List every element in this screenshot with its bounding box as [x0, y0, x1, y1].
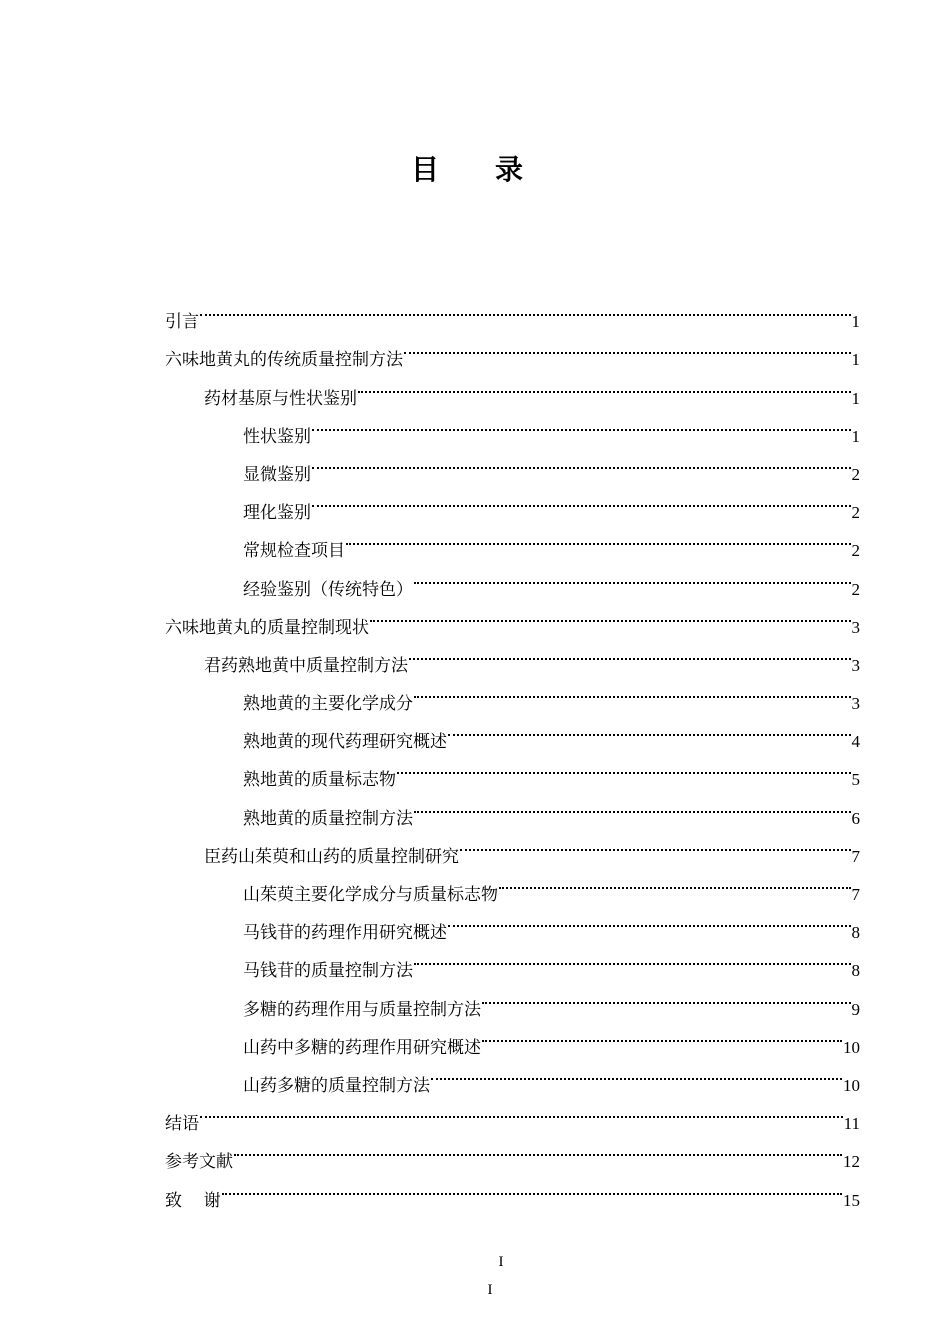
- dot-leader: [431, 1053, 842, 1091]
- dot-leader: [448, 709, 851, 747]
- toc-entry-label: 六味地黄丸的传统质量控制方法: [165, 350, 403, 371]
- dot-leader: [397, 747, 851, 785]
- toc-entry-page-number: 7: [851, 885, 860, 904]
- dot-leader: [414, 785, 851, 823]
- toc-entry-page-number: 3: [851, 694, 860, 714]
- dot-leader: [358, 365, 851, 403]
- toc-entry-label: 臣药山茱萸和山药的质量控制研究: [204, 846, 459, 867]
- dot-leader: [414, 556, 851, 594]
- toc-entry-page-number: 9: [851, 999, 860, 1019]
- toc-entry-page-number: 6: [851, 808, 860, 828]
- toc-entry-label: 性状鉴别: [243, 426, 311, 447]
- dot-leader: [200, 289, 851, 327]
- toc-entry-page-number: 11: [843, 1114, 860, 1134]
- dot-leader: [312, 404, 851, 442]
- toc-entry-label: 经验鉴别（传统特色）: [243, 579, 413, 600]
- page-title: 目录: [410, 153, 579, 186]
- toc-entry-label: 熟地黄的质量控制方法: [243, 808, 413, 829]
- dot-leader: [222, 1167, 842, 1205]
- toc-entry-page-number: 3: [851, 655, 860, 675]
- toc-entry-page-number: 3: [851, 617, 860, 637]
- toc-entry-label: 致 谢: [165, 1190, 221, 1211]
- toc-entry-label: 山药多糖的质量控制方法: [243, 1075, 430, 1096]
- dot-leader: [370, 595, 851, 633]
- page-number-secondary: I: [487, 1282, 493, 1298]
- toc-entry-page-number: 15: [843, 1190, 860, 1210]
- toc-entry-label: 马钱苷的药理作用研究概述: [243, 923, 447, 944]
- toc-entry-page-number: 2: [851, 579, 860, 599]
- toc-entry-label: 六味地黄丸的质量控制现状: [165, 617, 369, 638]
- toc-entry-page-number: 8: [851, 961, 860, 981]
- dot-leader: [312, 480, 851, 518]
- toc-entry-label: 君药熟地黄中质量控制方法: [204, 655, 408, 676]
- toc-entry-label: 常规检查项目: [243, 541, 345, 562]
- toc-entry-page-number: 2: [851, 541, 860, 561]
- toc-entry-page-number: 1: [851, 350, 860, 370]
- toc-entry-label: 显微鉴别: [243, 464, 311, 485]
- toc-entry[interactable]: [165, 1091, 860, 1135]
- toc-entry-page-number: 10: [843, 1037, 860, 1057]
- dot-leader: [499, 862, 851, 900]
- toc-entry-label: 山茱萸主要化学成分与质量标志物: [243, 885, 498, 905]
- toc-entry-label: 结语: [165, 1114, 199, 1135]
- toc-entry[interactable]: [165, 289, 860, 333]
- toc-entry-label: 山药中多糖的药理作用研究概述: [243, 1037, 481, 1058]
- toc-entry-page-number: 2: [851, 503, 860, 523]
- dot-leader: [234, 1129, 842, 1167]
- toc-entry-page-number: 7: [851, 846, 860, 866]
- toc-entry-label: 参考文献: [165, 1152, 233, 1173]
- toc-entry-label: 熟地黄的主要化学成分: [243, 694, 413, 715]
- dot-leader: [414, 938, 851, 976]
- dot-leader: [409, 633, 851, 671]
- dot-leader: [482, 1015, 842, 1053]
- toc-entry[interactable]: [165, 1129, 860, 1173]
- table-of-contents: [165, 289, 860, 1211]
- dot-leader: [460, 824, 851, 862]
- toc-entry-label: 马钱苷的质量控制方法: [243, 961, 413, 982]
- toc-entry-page-number: 5: [851, 770, 860, 790]
- dot-leader: [448, 900, 851, 938]
- dot-leader: [482, 976, 851, 1014]
- toc-entry-label: 引言: [165, 312, 199, 333]
- dot-leader: [404, 327, 851, 365]
- toc-entry-page-number: 4: [851, 732, 860, 752]
- toc-entry-page-number: 1: [851, 388, 860, 408]
- toc-entry-page-number: 1: [851, 312, 860, 332]
- toc-entry-page-number: 8: [851, 923, 860, 943]
- toc-entry[interactable]: [165, 327, 860, 371]
- toc-entry-page-number: 12: [843, 1152, 860, 1172]
- toc-entry-page-number: 1: [851, 426, 860, 446]
- toc-entry-page-number: 2: [851, 464, 860, 484]
- toc-entry[interactable]: [165, 1167, 860, 1211]
- toc-entry-label: 熟地黄的质量标志物: [243, 770, 396, 791]
- page-number: I: [498, 1254, 504, 1270]
- toc-entry-label: 药材基原与性状鉴别: [204, 388, 357, 409]
- dot-leader: [414, 671, 851, 709]
- dot-leader: [312, 442, 851, 480]
- toc-entry-label: 熟地黄的现代药理研究概述: [243, 732, 447, 753]
- dot-leader: [200, 1091, 843, 1129]
- toc-entry-label: 多糖的药理作用与质量控制方法: [243, 999, 481, 1020]
- dot-leader: [346, 518, 851, 556]
- toc-entry-label: 理化鉴别: [243, 503, 311, 524]
- toc-entry-page-number: 10: [843, 1075, 860, 1095]
